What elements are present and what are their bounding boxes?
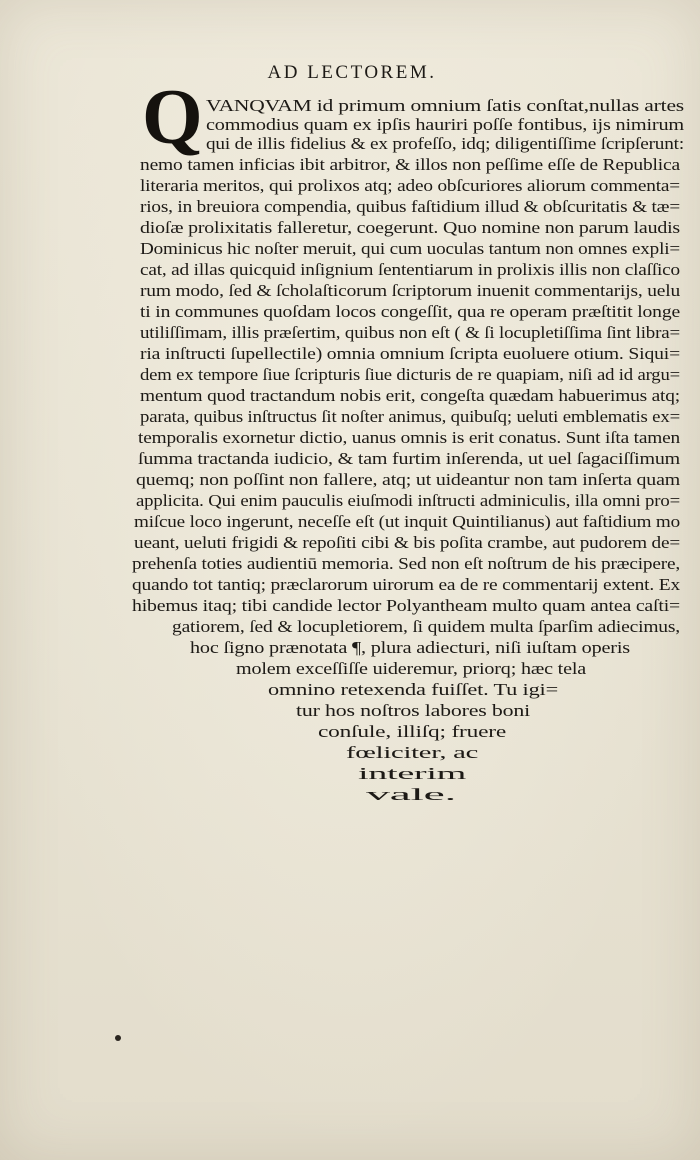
drop-capital: Q <box>142 73 203 160</box>
text-line: literaria meritos, qui prolixos atq; adeo obſcuriores aliorum commenta= <box>140 176 680 195</box>
text-line: VANQVAM id primum omnium ſatis conſtat,nullas artes <box>206 96 684 115</box>
text-line: parata, quibus inſtructus ſit noſter animus, quibuſq; ueluti emblematis ex= <box>140 407 680 426</box>
text-line: dioſæ prolixitatis falleretur, coegerunt. Quo nomine non parum laudis <box>140 218 680 237</box>
text-line: Dominicus hic noſter meruit, qui cum uoculas tantum non omnes expli= <box>140 239 680 258</box>
text-line: dem ex tempore ſiue ſcripturis ſiue dicturis de re quapiam, niſi ad id argu= <box>140 365 680 384</box>
text-line: quando tot tantiq; præclarorum uirorum ea de re commentarij extent. Ex <box>132 575 680 594</box>
text-line: hibemus itaq; tibi candide lector Polyantheam multo quam antea caſti= <box>132 596 680 615</box>
text-line: gatiorem, ſed & locupletiorem, ſi quidem multa ſparſim adiecimus, <box>172 617 680 636</box>
text-line: quemq; non poſſint non fallere, atq; ut uideantur non tam inſerta quam <box>136 470 680 489</box>
text-line: ſumma tractanda iudicio, & tam furtim inſerenda, ut uel ſagaciſſimum <box>138 449 680 468</box>
text-line: ti in communes quoſdam locos congeſſit, qua re operam præſtitit longe <box>140 302 680 321</box>
text-line: prehenſa toties audientiū memoria. Sed non eſt noſtrum de his præcipere, <box>132 554 680 573</box>
text-line: omnino retexenda fuiſſet. Tu igi= <box>268 680 558 699</box>
text-line: vale. <box>366 785 456 804</box>
text-line: hoc ſigno prænotata ¶, plura adiecturi, niſi iuſtam operis <box>190 638 630 657</box>
ink-spot <box>115 1035 121 1041</box>
text-line: mentum quod tractandum nobis erit, congeſta quædam habuerimus atq; <box>140 386 680 405</box>
text-line: rios, in breuiora compendia, quibus faſtidium illud & obſcuritatis & tæ= <box>140 197 680 216</box>
text-line: commodius quam ex ipſis hauriri poſſe fontibus, ijs nimirum <box>206 115 684 134</box>
text-line: utiliſſimam, illis præſertim, quibus non eſt ( & ſi locupletiſſima ſint libra= <box>140 323 680 342</box>
text-line: qui de illis fidelius & ex profeſſo, idq; diligentiſſime ſcripſerunt: <box>206 134 684 153</box>
page-heading: AD LECTOREM. <box>267 62 437 83</box>
text-line: cat, ad illas quicquid inſignium ſententiarum in prolixis illis non claſſico <box>140 260 680 279</box>
text-line: molem exceſſiſſe uideremur, priorq; hæc tela <box>236 659 586 678</box>
text-line: interim <box>358 764 466 783</box>
text-line: ueant, ueluti frigidi & repoſiti cibi & bis poſita crambe, aut pudorem de= <box>134 533 680 552</box>
text-line: tur hos noſtros labores boni <box>296 701 530 720</box>
text-line: conſule, illiſq; fruere <box>318 722 506 741</box>
text-line: rum modo, ſed & ſcholaſticorum ſcriptorum inuenit commentarijs, uelu <box>140 281 680 300</box>
text-line: ria inſtructi ſupellectile) omnia omnium ſcripta euoluere otium. Siqui= <box>140 344 680 363</box>
text-line: nemo tamen inficias ibit arbitror, & illos non peſſime eſſe de Republica <box>140 155 680 174</box>
text-line: applicita. Qui enim pauculis eiuſmodi inſtructi adminiculis, illa omni pro= <box>136 491 680 510</box>
text-line: miſcue loco ingerunt, neceſſe eſt (ut inquit Quintilianus) aut faſtidium mo <box>134 512 680 531</box>
text-line: temporalis exornetur dictio, uanus omnis is erit conatus. Sunt iſta tamen <box>138 428 680 447</box>
text-line: fœliciter, ac <box>346 743 478 762</box>
